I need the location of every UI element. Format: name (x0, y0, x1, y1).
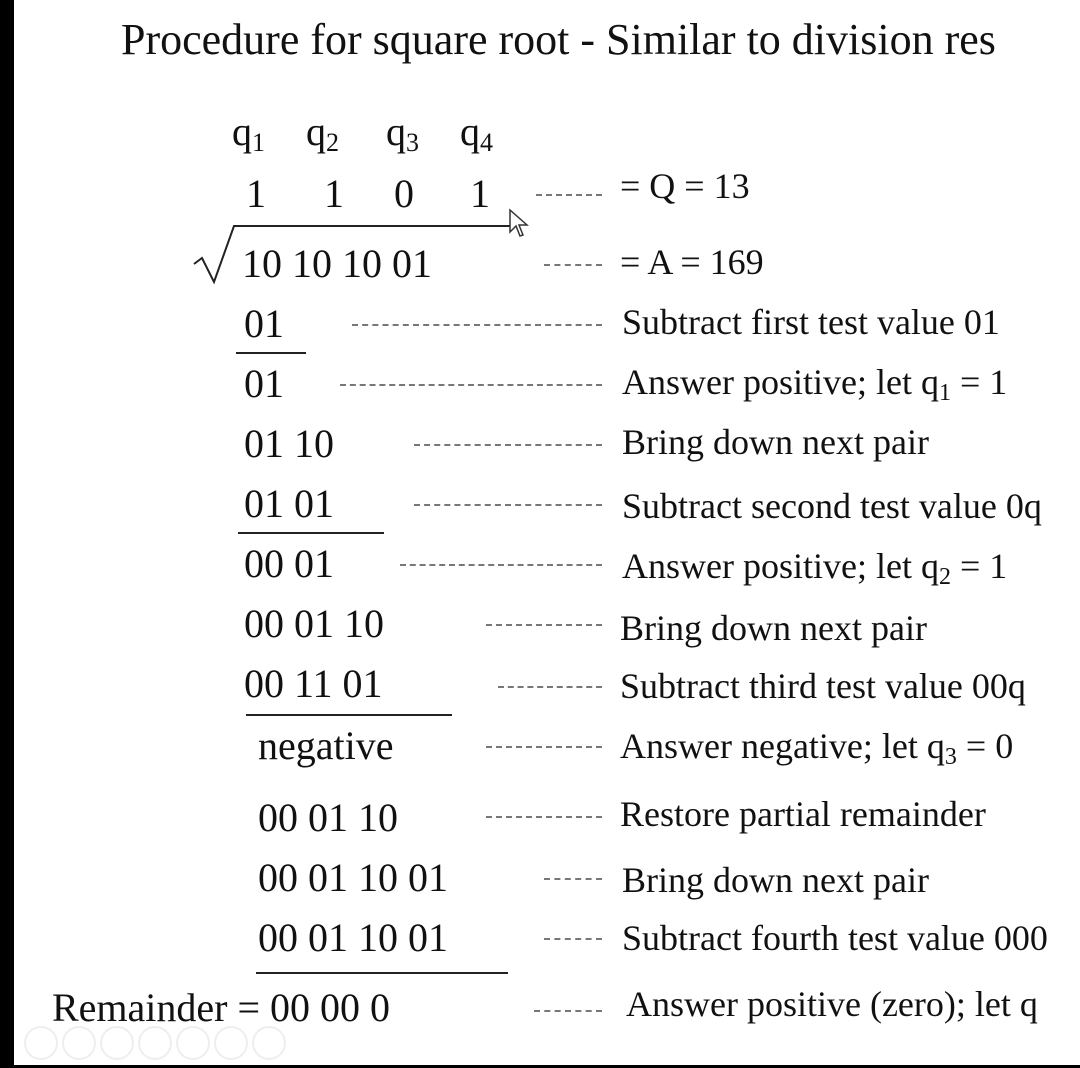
faint-player-controls (24, 1026, 286, 1056)
quotient-bit-3: 0 (394, 171, 414, 216)
q-leader-line (536, 194, 602, 196)
work-line: 00 01 10 01 (258, 915, 448, 960)
leader-line (414, 444, 602, 446)
work-line: 00 01 (244, 541, 334, 586)
step-description: Subtract fourth test value 000 (622, 918, 1048, 958)
subtraction-rule (238, 532, 384, 534)
q-value-note: = Q = 13 (620, 166, 750, 206)
step-description: Answer positive; let $q_2 = 1$ (622, 546, 1008, 590)
work-line: 00 01 10 01 (258, 855, 448, 900)
step-description: Subtract third test value 00q (620, 666, 1026, 706)
leader-line (544, 878, 602, 880)
faint-control-icon (100, 1026, 134, 1060)
work-line: 01 (244, 301, 284, 346)
a-leader-line (544, 264, 602, 266)
faint-control-icon (24, 1026, 58, 1060)
leader-line (486, 816, 602, 818)
quotient-label-q4: $q_4$ (460, 109, 493, 157)
work-line: negative (258, 723, 394, 768)
radicand: 10 10 10 01 (242, 241, 432, 286)
subtraction-rule (236, 352, 306, 354)
step-description: Answer positive; let $q_1 = 1$ (622, 362, 1008, 406)
leader-line (498, 686, 602, 688)
quotient-bit-2: 1 (324, 171, 344, 216)
mouse-cursor-icon (508, 208, 532, 238)
quotient-label-q1: $q_1$ (232, 109, 265, 157)
step-description: Subtract second test value 0q (622, 486, 1042, 526)
work-line: 01 10 (244, 421, 334, 466)
remainder-line: Remainder = 00 00 0 (52, 985, 391, 1030)
slide-title: Procedure for square root - Similar to division res (121, 15, 996, 64)
work-line: 00 01 10 (244, 601, 384, 646)
faint-control-icon (138, 1026, 172, 1060)
step-description: Answer positive (zero); let q (626, 984, 1038, 1024)
left-frame-border (0, 0, 14, 1068)
leader-line (340, 384, 602, 386)
a-value-note: = A = 169 (620, 242, 764, 282)
leader-line (486, 624, 602, 626)
leader-line (486, 746, 602, 748)
subtraction-rule (256, 972, 508, 974)
leader-line (414, 504, 602, 506)
work-line: 00 11 01 (244, 661, 383, 706)
quotient-bit-1: 1 (246, 171, 266, 216)
faint-control-icon (252, 1026, 286, 1060)
step-description: Bring down next pair (622, 860, 929, 900)
step-description: Restore partial remainder (620, 794, 986, 834)
step-description: Bring down next pair (620, 608, 927, 648)
quotient-label-q2: $q_2$ (306, 109, 339, 157)
step-description: Bring down next pair (622, 422, 929, 462)
leader-line (400, 564, 602, 566)
work-line: 00 01 10 (258, 795, 398, 840)
step-description: Subtract first test value 01 (622, 302, 1000, 342)
leader-line (544, 938, 602, 940)
work-line: 01 (244, 361, 284, 406)
faint-control-icon (176, 1026, 210, 1060)
quotient-label-q3: $q_3$ (386, 109, 419, 157)
faint-control-icon (214, 1026, 248, 1060)
faint-control-icon (62, 1026, 96, 1060)
work-line: 01 01 (244, 481, 334, 526)
subtraction-rule (246, 714, 452, 716)
leader-line (534, 1010, 602, 1012)
leader-line (352, 324, 602, 326)
step-description: Answer negative; let $q_3 = 0$ (620, 726, 1014, 770)
quotient-bit-4: 1 (470, 171, 490, 216)
